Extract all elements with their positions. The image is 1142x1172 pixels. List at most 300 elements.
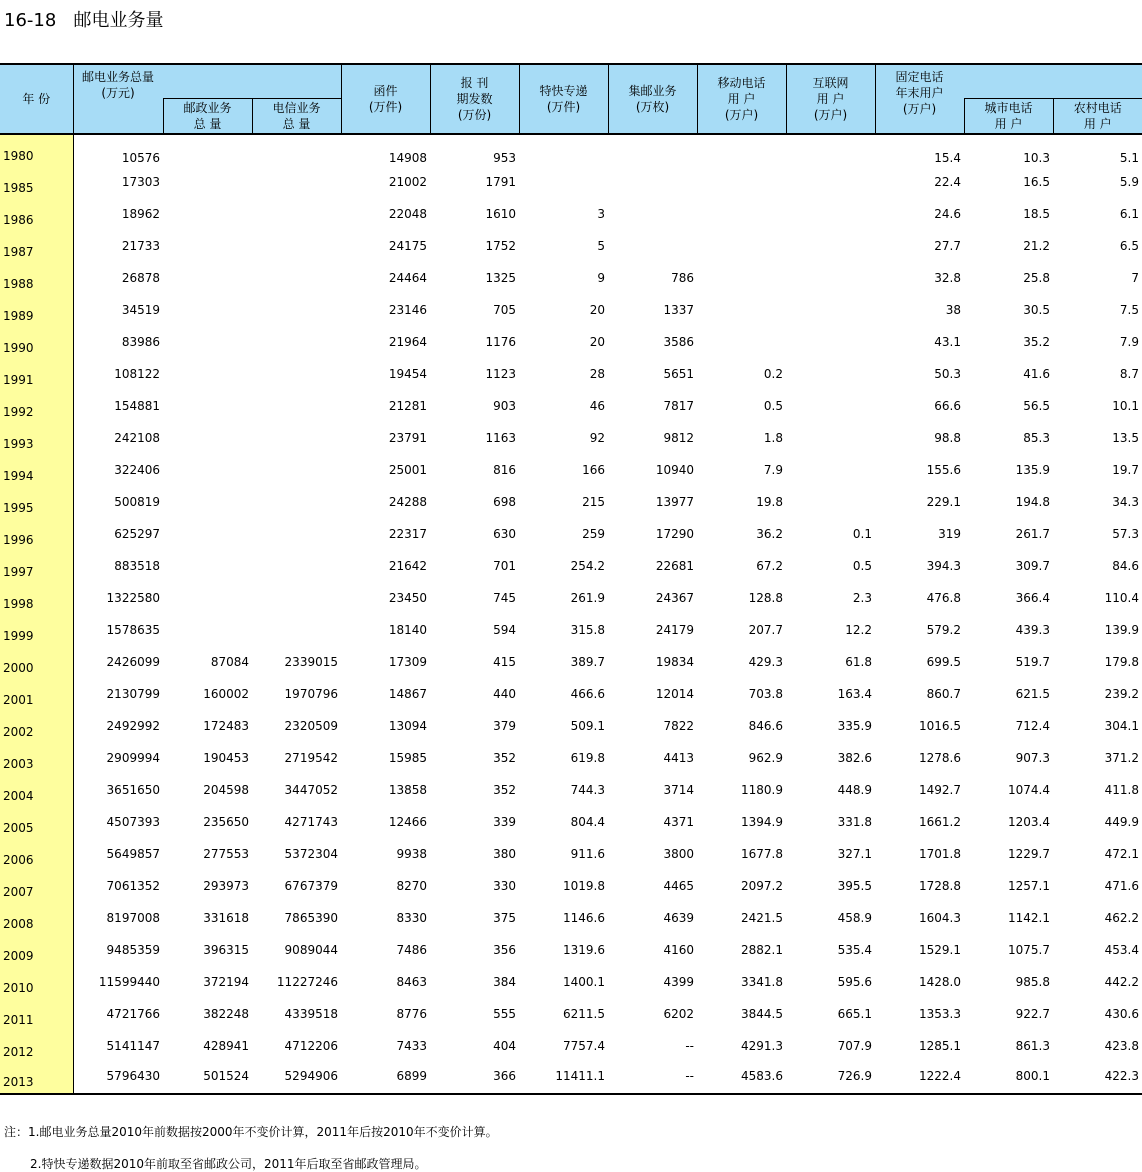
cell-total: 242108 (114, 431, 160, 445)
cell-total: 5141147 (106, 1039, 160, 1053)
cell-express: 744.3 (570, 783, 605, 797)
cell-philately: 24179 (655, 623, 694, 637)
cell-express: 389.7 (570, 655, 605, 669)
cell-philately: 12014 (655, 687, 694, 701)
cell-mobile (697, 198, 786, 230)
cell-fixed: 229.1 (926, 495, 961, 509)
cell-telecom-total (252, 262, 341, 294)
cell-fixed: 50.3 (934, 367, 961, 381)
cell-periodicals: 816 (493, 463, 516, 477)
cell-telecom-total (252, 134, 341, 166)
cell-mobile (697, 230, 786, 262)
cell-postal-total (163, 550, 252, 582)
cell-express: 261.9 (570, 591, 605, 605)
cell-year: 2004 (0, 774, 73, 806)
cell-postal-total: 382248 (203, 1007, 249, 1021)
cell-philately: 3586 (663, 335, 694, 349)
cell-philately: 7817 (663, 399, 694, 413)
cell-urban: 800.1 (1015, 1068, 1050, 1083)
cell-letters: 21281 (388, 399, 427, 413)
cell-philately: 19834 (655, 655, 694, 669)
table-row (0, 326, 1142, 358)
cell-periodicals: 440 (493, 687, 516, 701)
table-row (0, 582, 1142, 614)
cell-total: 4507393 (106, 815, 160, 829)
cell-telecom-total (252, 326, 341, 358)
cell-internet (786, 134, 875, 166)
cell-rural: 430.6 (1104, 1007, 1139, 1021)
cell-postal-total (163, 486, 252, 518)
cell-telecom-total: 9089044 (284, 943, 338, 957)
cell-philately: 4160 (663, 943, 694, 957)
cell-year: 1997 (0, 550, 73, 582)
cell-fixed: 1492.7 (919, 783, 961, 797)
cell-rural: 10.1 (1112, 399, 1139, 413)
cell-telecom-total: 2320509 (284, 719, 338, 733)
cell-internet (786, 230, 875, 262)
cell-philately: 24367 (655, 591, 694, 605)
header-fixed-group (964, 64, 1142, 98)
cell-letters: 8776 (396, 1007, 427, 1021)
cell-urban: 21.2 (1023, 239, 1050, 253)
cell-rural: 179.8 (1104, 655, 1139, 669)
cell-postal-total (163, 166, 252, 198)
table-row (0, 806, 1142, 838)
cell-rural: 462.2 (1104, 911, 1139, 925)
cell-year: 2007 (0, 870, 73, 902)
cell-internet: 726.9 (837, 1068, 872, 1083)
cell-mobile: 0.2 (763, 367, 783, 381)
cell-telecom-total (252, 198, 341, 230)
cell-periodicals: 384 (493, 975, 516, 989)
cell-letters: 23791 (388, 431, 427, 445)
cell-mobile: 128.8 (748, 591, 783, 605)
cell-postal-total: 190453 (203, 751, 249, 765)
cell-urban: 1075.7 (1008, 943, 1050, 957)
cell-year: 2000 (0, 646, 73, 678)
cell-express: 619.8 (570, 751, 605, 765)
cell-telecom-total (252, 166, 341, 198)
cell-postal-total (163, 518, 252, 550)
cell-year: 2006 (0, 838, 73, 870)
cell-rural: 453.4 (1104, 943, 1139, 957)
cell-urban: 985.8 (1015, 975, 1050, 989)
cell-express: 1019.8 (563, 879, 605, 893)
cell-mobile: 429.3 (748, 655, 783, 669)
cell-fixed: 699.5 (926, 655, 961, 669)
cell-mobile: 2097.2 (741, 879, 783, 893)
cell-total: 34519 (121, 303, 160, 317)
cell-fixed: 579.2 (926, 623, 961, 637)
cell-telecom-total (252, 614, 341, 646)
cell-periodicals: 701 (493, 559, 516, 573)
cell-mobile (697, 294, 786, 326)
footnote-2: 2.特快专递数据2010年前取至省邮政公司，2011年后取至省邮政管理局。 (30, 1157, 427, 1171)
cell-mobile: 2421.5 (741, 911, 783, 925)
cell-internet: 335.9 (837, 719, 872, 733)
cell-periodicals: 630 (493, 527, 516, 541)
cell-postal-total: 235650 (203, 815, 249, 829)
cell-mobile: 1.8 (763, 431, 783, 445)
cell-urban: 135.9 (1015, 463, 1050, 477)
cell-year: 2012 (0, 1030, 73, 1062)
cell-total: 10576 (121, 150, 160, 165)
cell-philately: 4413 (663, 751, 694, 765)
table-row (0, 838, 1142, 870)
cell-urban: 366.4 (1015, 591, 1050, 605)
cell-total: 18962 (121, 207, 160, 221)
cell-rural: 449.9 (1104, 815, 1139, 829)
cell-postal-total (163, 614, 252, 646)
cell-telecom-total (252, 230, 341, 262)
cell-philately: 1337 (663, 303, 694, 317)
cell-periodicals: 1752 (485, 239, 516, 253)
header-telecom-total: 电信业务 总 量 (252, 98, 341, 134)
cell-total: 1578635 (106, 623, 160, 637)
cell-philately: 3714 (663, 783, 694, 797)
cell-rural: 304.1 (1104, 719, 1139, 733)
cell-letters: 21642 (388, 559, 427, 573)
cell-periodicals: 1325 (485, 271, 516, 285)
cell-mobile (697, 134, 786, 166)
cell-year: 1986 (0, 198, 73, 230)
cell-internet (786, 166, 875, 198)
cell-mobile (697, 326, 786, 358)
cell-letters: 21964 (388, 335, 427, 349)
cell-rural: 8.7 (1119, 367, 1139, 381)
cell-periodicals: 698 (493, 495, 516, 509)
cell-year: 2010 (0, 966, 73, 998)
cell-periodicals: 379 (493, 719, 516, 733)
cell-internet (786, 390, 875, 422)
cell-express: 28 (589, 367, 605, 381)
table-row (0, 166, 1142, 198)
cell-mobile (697, 262, 786, 294)
cell-periodicals: 404 (493, 1039, 516, 1053)
cell-total: 3651650 (106, 783, 160, 797)
cell-periodicals: 1791 (485, 175, 516, 189)
cell-internet: 2.3 (852, 591, 872, 605)
cell-mobile: 4291.3 (741, 1039, 783, 1053)
cell-letters: 15985 (388, 751, 427, 765)
cell-philately: 17290 (655, 527, 694, 541)
cell-urban: 16.5 (1023, 175, 1050, 189)
cell-urban: 519.7 (1015, 655, 1050, 669)
cell-fixed: 1016.5 (919, 719, 961, 733)
cell-periodicals: 339 (493, 815, 516, 829)
cell-urban: 35.2 (1023, 335, 1050, 349)
cell-philately: 4399 (663, 975, 694, 989)
cell-urban: 1257.1 (1008, 879, 1050, 893)
cell-fixed: 860.7 (926, 687, 961, 701)
cell-year: 1996 (0, 518, 73, 550)
cell-rural: 411.8 (1104, 783, 1139, 797)
cell-urban: 30.5 (1023, 303, 1050, 317)
cell-fixed: 1661.2 (919, 815, 961, 829)
cell-letters: 7486 (396, 943, 427, 957)
cell-year: 2002 (0, 710, 73, 742)
cell-fixed: 476.8 (926, 591, 961, 605)
cell-total: 2492992 (106, 719, 160, 733)
cell-philately: 4465 (663, 879, 694, 893)
cell-year: 1988 (0, 262, 73, 294)
cell-rural: 471.6 (1104, 879, 1139, 893)
header-express: 特快专递 (万件) (519, 64, 608, 134)
cell-urban: 621.5 (1015, 687, 1050, 701)
cell-internet (786, 262, 875, 294)
cell-internet: 12.2 (845, 623, 872, 637)
cell-philately: -- (685, 1068, 694, 1083)
cell-total: 11599440 (98, 975, 160, 989)
cell-urban: 309.7 (1015, 559, 1050, 573)
cell-express: 20 (589, 303, 605, 317)
cell-express (519, 166, 608, 198)
cell-telecom-total (252, 582, 341, 614)
cell-philately: 3800 (663, 847, 694, 861)
cell-periodicals: 745 (493, 591, 516, 605)
cell-telecom-total: 5372304 (284, 847, 338, 861)
cell-postal-total: 204598 (203, 783, 249, 797)
cell-urban: 1229.7 (1008, 847, 1050, 861)
table-row (0, 1030, 1142, 1062)
cell-postal-total (163, 294, 252, 326)
cell-internet (786, 198, 875, 230)
cell-periodicals: 594 (493, 623, 516, 637)
table-row (0, 198, 1142, 230)
cell-total: 883518 (114, 559, 160, 573)
table-row (0, 870, 1142, 902)
cell-rural: 239.2 (1104, 687, 1139, 701)
cell-total: 9485359 (106, 943, 160, 957)
cell-letters: 17309 (388, 655, 427, 669)
header-letters: 函件 (万件) (341, 64, 430, 134)
cell-express: 254.2 (570, 559, 605, 573)
cell-periodicals: 352 (493, 751, 516, 765)
cell-rural: 423.8 (1104, 1039, 1139, 1053)
cell-telecom-total: 2339015 (284, 655, 338, 669)
cell-express (519, 134, 608, 166)
cell-philately (608, 198, 697, 230)
cell-postal-total (163, 358, 252, 390)
cell-express: 466.6 (570, 687, 605, 701)
cell-urban: 18.5 (1023, 207, 1050, 221)
cell-periodicals: 903 (493, 399, 516, 413)
cell-year: 1990 (0, 326, 73, 358)
cell-total: 5796430 (106, 1068, 160, 1083)
cell-mobile: 67.2 (756, 559, 783, 573)
cell-total: 26878 (121, 271, 160, 285)
cell-philately: 4371 (663, 815, 694, 829)
cell-philately: -- (685, 1039, 694, 1053)
cell-mobile: 36.2 (756, 527, 783, 541)
header-total-group (163, 64, 341, 98)
cell-year: 2001 (0, 678, 73, 710)
cell-telecom-total (252, 486, 341, 518)
table-row (0, 902, 1142, 934)
cell-express: 11411.1 (555, 1068, 605, 1083)
cell-total: 2426099 (106, 655, 160, 669)
cell-rural: 57.3 (1112, 527, 1139, 541)
cell-mobile: 2882.1 (741, 943, 783, 957)
cell-internet: 0.1 (852, 527, 872, 541)
cell-fixed: 27.7 (934, 239, 961, 253)
cell-postal-total: 372194 (203, 975, 249, 989)
cell-fixed: 319 (938, 527, 961, 541)
cell-philately (608, 230, 697, 262)
cell-total: 21733 (121, 239, 160, 253)
cell-total: 1322580 (106, 591, 160, 605)
cell-letters: 12466 (388, 815, 427, 829)
header-periodicals: 报 刊 期发数 (万份) (430, 64, 519, 134)
cell-postal-total: 501524 (203, 1068, 249, 1083)
cell-rural: 6.1 (1119, 207, 1139, 221)
cell-urban: 1142.1 (1008, 911, 1050, 925)
cell-mobile: 846.6 (748, 719, 783, 733)
cell-letters: 8463 (396, 975, 427, 989)
cell-internet (786, 326, 875, 358)
cell-mobile: 1180.9 (741, 783, 783, 797)
page-title: 16-18 邮电业务量 (4, 10, 164, 31)
cell-fixed: 32.8 (934, 271, 961, 285)
cell-telecom-total (252, 422, 341, 454)
cell-postal-total: 331618 (203, 911, 249, 925)
cell-letters: 25001 (388, 463, 427, 477)
cell-letters: 7433 (396, 1039, 427, 1053)
cell-fixed: 98.8 (934, 431, 961, 445)
table-row (0, 454, 1142, 486)
table-row (0, 390, 1142, 422)
cell-urban: 439.3 (1015, 623, 1050, 637)
cell-year: 2009 (0, 934, 73, 966)
cell-philately: 9812 (663, 431, 694, 445)
cell-total: 500819 (114, 495, 160, 509)
cell-philately (608, 166, 697, 198)
cell-internet: 382.6 (837, 751, 872, 765)
cell-total: 154881 (114, 399, 160, 413)
cell-urban: 1074.4 (1008, 783, 1050, 797)
cell-urban: 922.7 (1015, 1007, 1050, 1021)
cell-year: 2011 (0, 998, 73, 1030)
cell-telecom-total (252, 390, 341, 422)
cell-total: 5649857 (106, 847, 160, 861)
cell-internet (786, 486, 875, 518)
cell-year: 1998 (0, 582, 73, 614)
cell-mobile: 3341.8 (741, 975, 783, 989)
cell-express: 92 (589, 431, 605, 445)
cell-letters: 8330 (396, 911, 427, 925)
cell-mobile: 0.5 (763, 399, 783, 413)
cell-mobile: 207.7 (748, 623, 783, 637)
cell-philately: 22681 (655, 559, 694, 573)
cell-fixed: 155.6 (926, 463, 961, 477)
cell-rural: 34.3 (1112, 495, 1139, 509)
postal-telecom-table (0, 63, 1142, 1095)
table-row (0, 966, 1142, 998)
cell-year: 2008 (0, 902, 73, 934)
cell-urban: 56.5 (1023, 399, 1050, 413)
cell-express: 315.8 (570, 623, 605, 637)
cell-fixed: 1728.8 (919, 879, 961, 893)
cell-internet (786, 454, 875, 486)
header-philately: 集邮业务 (万枚) (608, 64, 697, 134)
cell-express: 1319.6 (563, 943, 605, 957)
cell-rural: 7.9 (1119, 335, 1139, 349)
header-mobile: 移动电话 用 户 (万户) (697, 64, 786, 134)
cell-postal-total: 428941 (203, 1039, 249, 1053)
cell-telecom-total: 2719542 (284, 751, 338, 765)
cell-telecom-total (252, 358, 341, 390)
cell-total: 2909994 (106, 751, 160, 765)
cell-mobile: 19.8 (756, 495, 783, 509)
cell-urban: 907.3 (1015, 751, 1050, 765)
cell-fixed: 1701.8 (919, 847, 961, 861)
table-row (0, 774, 1142, 806)
cell-fixed: 15.4 (934, 150, 961, 165)
cell-telecom-total (252, 454, 341, 486)
cell-express: 9 (597, 271, 605, 285)
cell-letters: 22317 (388, 527, 427, 541)
cell-year: 2005 (0, 806, 73, 838)
cell-internet: 0.5 (852, 559, 872, 573)
table-row (0, 358, 1142, 390)
cell-mobile: 962.9 (748, 751, 783, 765)
table-row (0, 486, 1142, 518)
cell-total: 17303 (121, 175, 160, 189)
cell-postal-total: 87084 (210, 655, 249, 669)
cell-fixed: 1604.3 (919, 911, 961, 925)
cell-express: 46 (589, 399, 605, 413)
cell-total: 4721766 (106, 1007, 160, 1021)
cell-periodicals: 705 (493, 303, 516, 317)
cell-internet (786, 358, 875, 390)
header-urban: 城市电话 用 户 (964, 98, 1053, 134)
cell-telecom-total (252, 294, 341, 326)
cell-periodicals: 1163 (485, 431, 516, 445)
cell-periodicals: 1176 (485, 335, 516, 349)
cell-periodicals: 330 (493, 879, 516, 893)
cell-internet (786, 294, 875, 326)
cell-express: 5 (597, 239, 605, 253)
table-row (0, 742, 1142, 774)
cell-express: 20 (589, 335, 605, 349)
cell-philately (608, 134, 697, 166)
cell-fixed: 1278.6 (919, 751, 961, 765)
cell-letters: 22048 (388, 207, 427, 221)
cell-urban: 85.3 (1023, 431, 1050, 445)
cell-mobile: 3844.5 (741, 1007, 783, 1021)
cell-express: 911.6 (570, 847, 605, 861)
cell-urban: 41.6 (1023, 367, 1050, 381)
cell-letters: 21002 (388, 175, 427, 189)
cell-internet: 595.6 (837, 975, 872, 989)
cell-rural: 7 (1131, 271, 1139, 285)
cell-internet: 535.4 (837, 943, 872, 957)
cell-postal-total: 160002 (203, 687, 249, 701)
cell-philately: 786 (671, 271, 694, 285)
cell-postal-total (163, 326, 252, 358)
table-row (0, 998, 1142, 1030)
cell-letters: 23450 (388, 591, 427, 605)
cell-total: 625297 (114, 527, 160, 541)
header-fixed: 固定电话 年末用户 (万户) (875, 64, 964, 134)
cell-urban: 861.3 (1015, 1039, 1050, 1053)
cell-postal-total: 172483 (203, 719, 249, 733)
cell-telecom-total: 1970796 (284, 687, 338, 701)
cell-letters: 13858 (388, 783, 427, 797)
table-row (0, 550, 1142, 582)
cell-year: 2003 (0, 742, 73, 774)
cell-mobile: 703.8 (748, 687, 783, 701)
